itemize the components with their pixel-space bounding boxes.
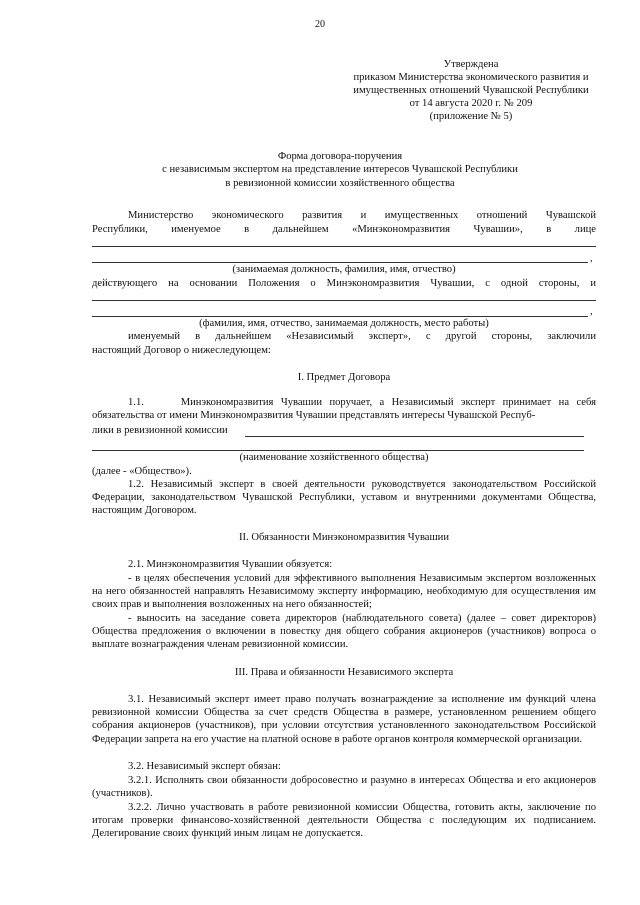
intro-line-3: действующего на основании Положения о Минэкономразвития Чувашии, с одной стороны, и (92, 278, 596, 289)
intro-line-5: настоящий Договор о нижеследующем: (92, 345, 271, 356)
fill-line (245, 436, 584, 437)
section-3-heading: III. Права и обязанности Независимого эксперта (234, 667, 454, 678)
clause-text: Минэкономразвития Чувашии поручает, а Независимый эксперт принимает на себя обязательства от имени Минэкономразвития Чувашии представлять интересы Чувашской Респуб- (92, 397, 596, 422)
section-1-heading: I. Предмет Договора (297, 372, 391, 383)
intro-word: дальнейшем (272, 224, 329, 235)
approval-line: имущественных отношений Чувашской Республики (353, 85, 589, 96)
intro-word: Чувашии», (473, 224, 523, 235)
comma: , (590, 306, 593, 317)
caption-position-name: (занимаемая должность, фамилия, имя, отчество) (232, 264, 456, 275)
clause-3-2-2: 3.2.2. Лично участвовать в работе ревизионной комиссии Общества, готовить акты, заключение по итогам проверки финансово-хозяйственной деятельности Общества с последующим их подписанием. Делегирование своих функций иным лицам не допускается. (92, 802, 596, 840)
approval-line: приказом Министерства экономического развития и (353, 72, 589, 83)
clause-2-1-item-1: - в целях обеспечения условий для эффективного выполнения Независимым экспертом возложенных на него обязанностей направлять Независимому эксперту информацию, необходимую для осуществления им своих прав и выполнения возложенных на него обязанностей; (92, 573, 596, 611)
title-line: с независимым экспертом на представление интересов Чувашской Республики (162, 164, 518, 176)
clause-3-2-1: 3.2.1. Исполнять свои обязанности добросовестно и разумно в интересах Общества и его акционеров (участников). (92, 775, 596, 800)
intro-word: Республики, (92, 224, 148, 235)
clause-1-1 (92, 396, 596, 422)
clause-number: 1.1. (128, 397, 144, 408)
fill-line (92, 246, 596, 247)
document-title (80, 150, 600, 190)
clause-3-1: 3.1. Независимый эксперт имеет право получать вознаграждение за исполнение им функций члена ревизионной комиссии Общества за счет средств Общества в размере, установленном решением общего собрания акционеров (участников), при условии отсутствия установленного законодательством Российской Федерации запрета на его участие на платной основе в работе органов контроля коммерческой организации. (92, 694, 596, 745)
intro-word: лице (574, 224, 596, 235)
caption-society-name: (наименование хозяйственного общества) (239, 452, 429, 463)
intro-word: «Минэкономразвития (352, 224, 451, 235)
approval-line: Утверждена (443, 59, 499, 70)
title-line: в ревизионной комиссии хозяйственного общества (225, 177, 455, 189)
clause-1-1-tail: лики в ревизионной комиссии (92, 425, 228, 436)
fill-line (92, 300, 596, 301)
clause-3-2: 3.2. Независимый эксперт обязан: (128, 761, 281, 772)
intro-line-2 (92, 223, 596, 236)
title-line: Форма договора-поручения (277, 151, 403, 162)
page-number: 20 (315, 19, 325, 30)
section-2-heading: II. Обязанности Минэкономразвития Чувашии (238, 532, 450, 543)
comma: , (590, 253, 593, 264)
intro-word: в (244, 224, 250, 235)
approval-line: (приложение № 5) (429, 111, 513, 122)
caption-expert-name: (фамилия, имя, отчество, занимаемая должность, место работы) (199, 318, 489, 329)
clause-2-1-item-2: - выносить на заседание совета директоров (наблюдательного совета) (далее – совет директоров) Общества предложения о включении в повестку дня общего собрания акционеров (участников) вопроса о выплате вознаграждения членам ревизионной комиссии. (92, 613, 596, 651)
clause-2-1: 2.1. Минэкономразвития Чувашии обязуется: (128, 559, 333, 570)
intro-word: в (546, 224, 552, 235)
intro-word: именуемое (171, 224, 221, 235)
society-note: (далее - «Общество»). (92, 466, 192, 477)
approval-line: от 14 августа 2020 г. № 209 (409, 98, 533, 109)
clause-1-2: 1.2. Независимый эксперт в своей деятельности руководствуется законодательством Российской Федерации, законодательством Чувашской Республики, уставом и внутренними документами Общества, настоящим Договором. (92, 479, 596, 517)
intro-line-4: именуемый в дальнейшем «Независимый эксперт», с другой стороны, заключили (128, 331, 596, 342)
intro-line-1: Министерство экономического развития и имущественных отношений Чувашской (128, 210, 596, 221)
approval-block (330, 58, 612, 123)
